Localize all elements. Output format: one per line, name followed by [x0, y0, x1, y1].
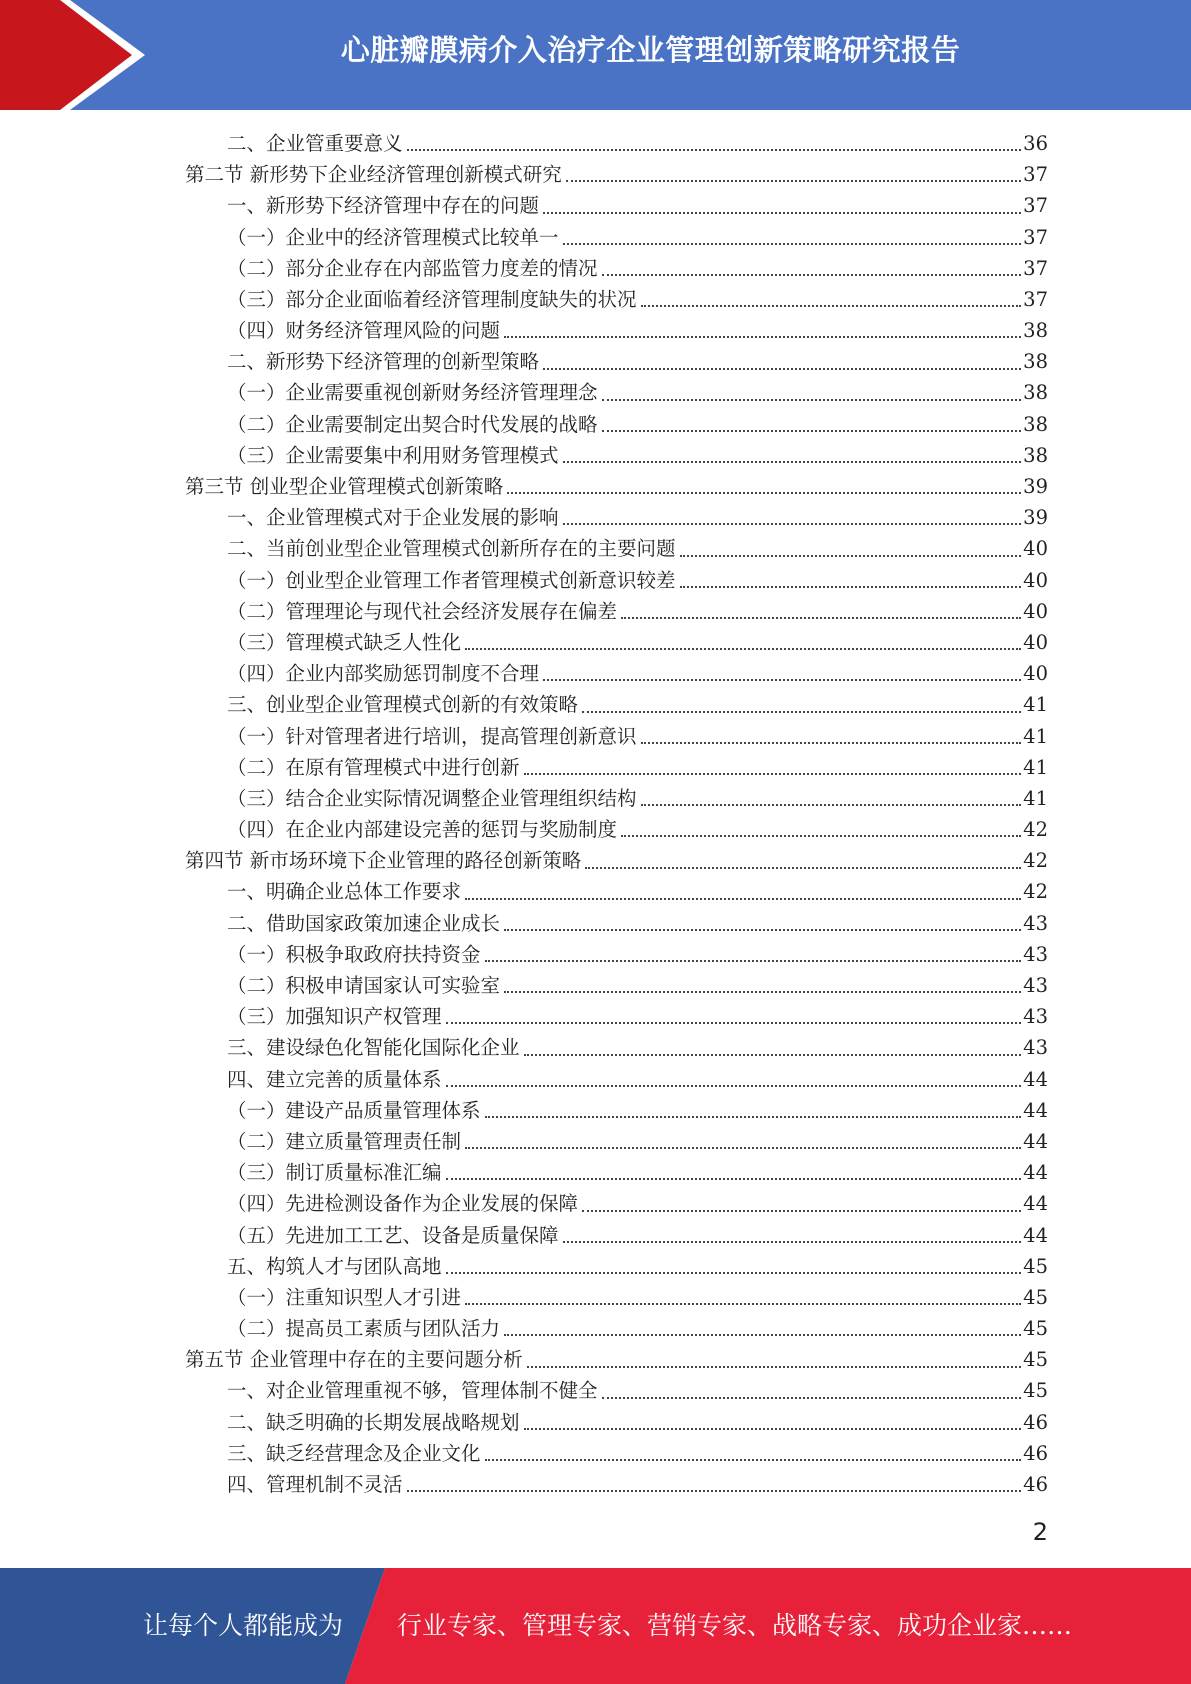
- toc-entry-title: （三）结合企业实际情况调整企业管理组织结构: [227, 786, 637, 810]
- toc-entry[interactable]: [185, 845, 1048, 876]
- toc-dot-leader: [602, 274, 1022, 276]
- toc-entry[interactable]: [185, 908, 1048, 939]
- toc-entry-page: 38: [1023, 350, 1048, 374]
- footer-slogan-right: 行业专家、管理专家、营销专家、战略专家、成功企业家……: [397, 1611, 1073, 1640]
- toc-dot-leader: [507, 492, 1021, 494]
- toc-entry[interactable]: [185, 1126, 1048, 1157]
- toc-dot-leader: [465, 1147, 1021, 1149]
- toc-entry[interactable]: [185, 1407, 1048, 1438]
- toc-entry-page: 44: [1023, 1161, 1048, 1185]
- toc-dot-leader: [582, 711, 1021, 713]
- toc-entry-title: （二）企业需要制定出契合时代发展的战略: [227, 412, 598, 436]
- toc-dot-leader: [504, 1334, 1021, 1336]
- toc-dot-leader: [485, 960, 1022, 962]
- toc-entry-title: （一）积极争取政府扶持资金: [227, 942, 481, 966]
- toc-entry[interactable]: [185, 658, 1048, 689]
- toc-entry[interactable]: [185, 1095, 1048, 1126]
- toc-entry[interactable]: [185, 1344, 1048, 1375]
- toc-entry-page: 39: [1023, 475, 1048, 499]
- toc-entry[interactable]: [185, 409, 1048, 440]
- toc-dot-leader: [585, 867, 1021, 869]
- toc-entry-page: 41: [1023, 693, 1048, 717]
- toc-entry[interactable]: [185, 689, 1048, 720]
- toc-entry-title: （二）管理理论与现代社会经济发展存在偏差: [227, 599, 618, 623]
- toc-dot-leader: [602, 430, 1022, 432]
- toc-entry-page: 38: [1023, 319, 1048, 343]
- toc-entry[interactable]: [185, 190, 1048, 221]
- toc-entry-title: 三、创业型企业管理模式创新的有效策略: [227, 693, 579, 717]
- toc-entry-title: 第五节 企业管理中存在的主要问题分析: [185, 1348, 523, 1372]
- toc-entry[interactable]: [185, 1064, 1048, 1095]
- toc-dot-leader: [602, 399, 1022, 401]
- toc-dot-leader: [563, 1241, 1022, 1243]
- toc-entry-title: 二、缺乏明确的长期发展战略规划: [227, 1410, 520, 1434]
- toc-entry-title: 一、对企业管理重视不够，管理体制不健全: [227, 1379, 598, 1403]
- toc-entry-page: 42: [1023, 818, 1048, 842]
- toc-entry-page: 44: [1023, 1223, 1048, 1247]
- toc-entry[interactable]: [185, 1282, 1048, 1313]
- toc-entry-title: （一）创业型企业管理工作者管理模式创新意识较差: [227, 568, 676, 592]
- toc-dot-leader: [563, 461, 1022, 463]
- toc-entry-page: 46: [1023, 1473, 1048, 1497]
- toc-dot-leader: [641, 305, 1022, 307]
- toc-dot-leader: [680, 555, 1022, 557]
- toc-dot-leader: [504, 336, 1021, 338]
- toc-entry-title: 第二节 新形势下企业经济管理创新模式研究: [185, 163, 562, 187]
- toc-entry[interactable]: [185, 284, 1048, 315]
- toc-entry-title: 五、构筑人才与团队高地: [227, 1254, 442, 1278]
- toc-entry-page: 40: [1023, 662, 1048, 686]
- toc-dot-leader: [407, 149, 1022, 151]
- toc-entry[interactable]: [185, 1376, 1048, 1407]
- toc-entry-title: 二、企业管重要意义: [227, 131, 403, 155]
- toc-entry-title: 三、建设绿色化智能化国际化企业: [227, 1036, 520, 1060]
- toc-dot-leader: [446, 1085, 1022, 1087]
- toc-entry[interactable]: [185, 627, 1048, 658]
- toc-entry-page: 43: [1023, 942, 1048, 966]
- toc-entry-page: 36: [1023, 131, 1048, 155]
- toc-dot-leader: [446, 1022, 1022, 1024]
- toc-entry-title: （三）管理模式缺乏人性化: [227, 630, 462, 654]
- toc-entry-page: 43: [1023, 1005, 1048, 1029]
- toc-entry-page: 45: [1023, 1379, 1048, 1403]
- toc-entry-page: 45: [1023, 1285, 1048, 1309]
- toc-entry[interactable]: [185, 222, 1048, 253]
- toc-dot-leader: [527, 1366, 1021, 1368]
- toc-entry-page: 37: [1023, 225, 1048, 249]
- toc-entry[interactable]: [185, 783, 1048, 814]
- toc-entry[interactable]: [185, 471, 1048, 502]
- toc-entry[interactable]: [185, 939, 1048, 970]
- toc-entry[interactable]: [185, 346, 1048, 377]
- toc-dot-leader: [641, 804, 1022, 806]
- toc-entry-page: 40: [1023, 599, 1048, 623]
- toc-entry-page: 44: [1023, 1067, 1048, 1091]
- toc-entry[interactable]: [185, 721, 1048, 752]
- toc-entry-title: （二）建立质量管理责任制: [227, 1129, 462, 1153]
- toc-entry[interactable]: [185, 752, 1048, 783]
- toc-entry-title: （二）提高员工素质与团队活力: [227, 1317, 501, 1341]
- page-number: 2: [1032, 1518, 1048, 1546]
- toc-entry-page: 45: [1023, 1254, 1048, 1278]
- toc-dot-leader: [543, 368, 1021, 370]
- toc-entry[interactable]: [185, 596, 1048, 627]
- toc-entry-title: 四、管理机制不灵活: [227, 1473, 403, 1497]
- toc-dot-leader: [504, 991, 1021, 993]
- toc-dot-leader: [485, 1459, 1022, 1461]
- toc-entry-page: 43: [1023, 1036, 1048, 1060]
- toc-entry-page: 44: [1023, 1192, 1048, 1216]
- report-title: 心脏瓣膜病介入治疗企业管理创新策略研究报告: [340, 33, 961, 67]
- toc-entry[interactable]: [185, 814, 1048, 845]
- toc-entry-page: 41: [1023, 755, 1048, 779]
- toc-entry-title: 第四节 新市场环境下企业管理的路径创新策略: [185, 849, 582, 873]
- toc-entry-title: （一）针对管理者进行培训，提高管理创新意识: [227, 724, 637, 748]
- toc-dot-leader: [465, 1303, 1021, 1305]
- toc-entry-title: （二）积极申请国家认可实验室: [227, 974, 501, 998]
- toc-entry-page: 42: [1023, 880, 1048, 904]
- toc-dot-leader: [621, 617, 1021, 619]
- toc-entry-page: 44: [1023, 1129, 1048, 1153]
- toc-entry-title: 二、当前创业型企业管理模式创新所存在的主要问题: [227, 537, 676, 561]
- header-banner: [0, 0, 1191, 110]
- toc-entry-page: 43: [1023, 911, 1048, 935]
- toc-entry-page: 41: [1023, 724, 1048, 748]
- toc-dot-leader: [446, 1178, 1022, 1180]
- toc-entry[interactable]: [185, 533, 1048, 564]
- toc-entry-title: （一）注重知识型人才引进: [227, 1285, 462, 1309]
- toc-dot-leader: [465, 898, 1021, 900]
- toc-entry-title: 三、缺乏经营理念及企业文化: [227, 1441, 481, 1465]
- toc-entry-page: 44: [1023, 1098, 1048, 1122]
- toc-entry-page: 40: [1023, 630, 1048, 654]
- toc-entry-page: 46: [1023, 1410, 1048, 1434]
- toc-entry-page: 40: [1023, 537, 1048, 561]
- toc-entry[interactable]: [185, 970, 1048, 1001]
- toc-entry[interactable]: [185, 1001, 1048, 1032]
- toc-entry-title: （一）企业中的经济管理模式比较单一: [227, 225, 559, 249]
- footer-slogan-left: 让每个人都能成为: [143, 1611, 344, 1640]
- toc-entry-page: 38: [1023, 381, 1048, 405]
- toc-dot-leader: [485, 1116, 1022, 1118]
- toc-entry[interactable]: [185, 315, 1048, 346]
- toc-entry-title: 一、新形势下经济管理中存在的问题: [227, 194, 540, 218]
- table-of-contents: [185, 128, 1048, 1500]
- toc-entry-page: 37: [1023, 194, 1048, 218]
- toc-entry-title: 四、建立完善的质量体系: [227, 1067, 442, 1091]
- toc-entry[interactable]: [185, 1313, 1048, 1344]
- toc-entry-title: （一）企业需要重视创新财务经济管理理念: [227, 381, 598, 405]
- toc-dot-leader: [524, 1428, 1022, 1430]
- toc-entry[interactable]: [185, 1157, 1048, 1188]
- toc-dot-leader: [641, 742, 1022, 744]
- toc-entry[interactable]: [185, 1032, 1048, 1063]
- red-chevron-decoration: [0, 0, 160, 110]
- toc-entry-page: 43: [1023, 974, 1048, 998]
- toc-entry[interactable]: [185, 440, 1048, 471]
- toc-entry-title: （五）先进加工工艺、设备是质量保障: [227, 1223, 559, 1247]
- toc-entry-title: （四）先进检测设备作为企业发展的保障: [227, 1192, 579, 1216]
- toc-entry-title: 一、企业管理模式对于企业发展的影响: [227, 506, 559, 530]
- toc-entry-title: 一、明确企业总体工作要求: [227, 880, 462, 904]
- toc-entry-title: （三）企业需要集中利用财务管理模式: [227, 443, 559, 467]
- toc-entry-page: 38: [1023, 412, 1048, 436]
- toc-entry-title: （二）在原有管理模式中进行创新: [227, 755, 520, 779]
- chevron-red-fill: [0, 0, 132, 110]
- toc-dot-leader: [543, 679, 1021, 681]
- toc-dot-leader: [563, 523, 1022, 525]
- toc-entry-title: （三）部分企业面临着经济管理制度缺失的状况: [227, 287, 637, 311]
- toc-dot-leader: [504, 929, 1021, 931]
- toc-entry-title: （三）制订质量标准汇编: [227, 1161, 442, 1185]
- toc-entry[interactable]: [185, 159, 1048, 190]
- toc-entry-title: （四）企业内部奖励惩罚制度不合理: [227, 662, 540, 686]
- toc-entry-page: 38: [1023, 443, 1048, 467]
- toc-entry-page: 45: [1023, 1348, 1048, 1372]
- toc-entry[interactable]: [185, 1251, 1048, 1282]
- toc-entry-page: 45: [1023, 1317, 1048, 1341]
- toc-dot-leader: [602, 1397, 1022, 1399]
- toc-dot-leader: [524, 773, 1022, 775]
- toc-entry-page: 37: [1023, 256, 1048, 280]
- toc-entry-page: 40: [1023, 568, 1048, 592]
- toc-entry-title: 第三节 创业型企业管理模式创新策略: [185, 475, 504, 499]
- toc-entry[interactable]: [185, 502, 1048, 533]
- toc-entry[interactable]: [185, 565, 1048, 596]
- toc-entry-title: （四）在企业内部建设完善的惩罚与奖励制度: [227, 818, 618, 842]
- toc-entry-page: 41: [1023, 786, 1048, 810]
- toc-entry-page: 39: [1023, 506, 1048, 530]
- toc-entry-page: 46: [1023, 1441, 1048, 1465]
- toc-entry-title: 二、借助国家政策加速企业成长: [227, 911, 501, 935]
- toc-entry[interactable]: [185, 1469, 1048, 1500]
- toc-dot-leader: [524, 1054, 1022, 1056]
- toc-dot-leader: [621, 835, 1021, 837]
- footer-banner: [0, 1568, 1191, 1684]
- toc-entry[interactable]: [185, 378, 1048, 409]
- toc-entry[interactable]: [185, 877, 1048, 908]
- toc-entry-page: 37: [1023, 287, 1048, 311]
- toc-dot-leader: [582, 1210, 1021, 1212]
- toc-dot-leader: [680, 586, 1022, 588]
- toc-dot-leader: [563, 243, 1022, 245]
- toc-dot-leader: [566, 180, 1021, 182]
- toc-entry[interactable]: [185, 1188, 1048, 1219]
- toc-entry-page: 37: [1023, 163, 1048, 187]
- toc-entry-title: （三）加强知识产权管理: [227, 1005, 442, 1029]
- toc-entry-title: （一）建设产品质量管理体系: [227, 1098, 481, 1122]
- toc-dot-leader: [446, 1272, 1022, 1274]
- toc-entry[interactable]: [185, 1438, 1048, 1469]
- toc-entry-title: （二）部分企业存在内部监管力度差的情况: [227, 256, 598, 280]
- toc-dot-leader: [543, 212, 1021, 214]
- toc-dot-leader: [465, 648, 1021, 650]
- toc-entry-page: 42: [1023, 849, 1048, 873]
- toc-dot-leader: [407, 1490, 1022, 1492]
- toc-entry[interactable]: [185, 128, 1048, 159]
- toc-entry-title: 二、新形势下经济管理的创新型策略: [227, 350, 540, 374]
- toc-entry[interactable]: [185, 253, 1048, 284]
- toc-entry-title: （四）财务经济管理风险的问题: [227, 319, 501, 343]
- toc-entry[interactable]: [185, 1220, 1048, 1251]
